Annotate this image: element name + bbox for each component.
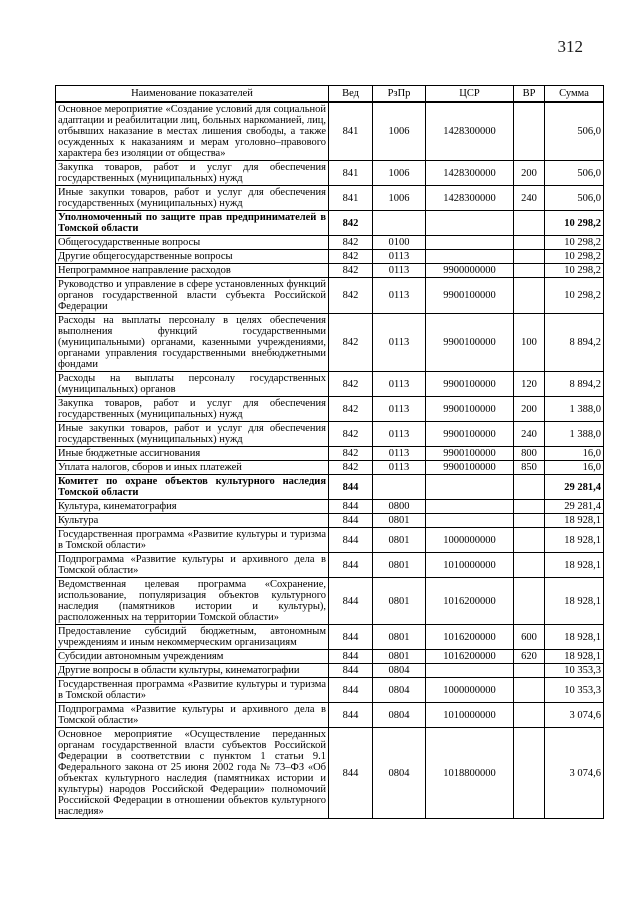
cell-ved: 844 <box>329 514 373 528</box>
cell-name: Общегосударственные вопросы <box>56 236 329 250</box>
table-row <box>56 102 604 161</box>
page-number: 312 <box>557 37 583 56</box>
table-row <box>56 650 604 664</box>
cell-vr: 600 <box>514 625 545 650</box>
cell-summa: 10 353,3 <box>545 678 604 703</box>
cell-rzpr: 0801 <box>373 625 426 650</box>
cell-csr <box>426 514 514 528</box>
cell-name: Уплата налогов, сборов и иных платежей <box>56 461 329 475</box>
cell-csr <box>426 250 514 264</box>
table-row <box>56 211 604 236</box>
cell-ved: 842 <box>329 250 373 264</box>
cell-csr: 1000000000 <box>426 528 514 553</box>
cell-vr: 240 <box>514 422 545 447</box>
cell-summa: 10 298,2 <box>545 264 604 278</box>
cell-summa: 29 281,4 <box>545 475 604 500</box>
cell-vr <box>514 250 545 264</box>
cell-ved: 842 <box>329 264 373 278</box>
cell-summa: 16,0 <box>545 447 604 461</box>
cell-rzpr: 0113 <box>373 264 426 278</box>
cell-rzpr: 0801 <box>373 553 426 578</box>
cell-ved: 842 <box>329 461 373 475</box>
cell-csr: 1428300000 <box>426 186 514 211</box>
cell-rzpr <box>373 475 426 500</box>
cell-vr: 240 <box>514 186 545 211</box>
table-row <box>56 514 604 528</box>
cell-summa: 29 281,4 <box>545 500 604 514</box>
table-row <box>56 678 604 703</box>
cell-ved: 842 <box>329 211 373 236</box>
cell-vr <box>514 578 545 625</box>
cell-csr: 1428300000 <box>426 161 514 186</box>
cell-vr <box>514 102 545 161</box>
cell-ved: 844 <box>329 553 373 578</box>
col-header-rzpr: РзПр <box>373 86 426 103</box>
cell-ved: 842 <box>329 236 373 250</box>
cell-name: Государственная программа «Развитие культуры и туризма в Томской области» <box>56 528 329 553</box>
cell-csr: 9900100000 <box>426 314 514 372</box>
cell-vr: 850 <box>514 461 545 475</box>
cell-rzpr: 0800 <box>373 500 426 514</box>
cell-name: Другие общегосударственные вопросы <box>56 250 329 264</box>
cell-csr: 9900100000 <box>426 447 514 461</box>
cell-rzpr: 0804 <box>373 678 426 703</box>
budget-table <box>55 85 604 819</box>
table-row <box>56 625 604 650</box>
cell-name: Иные бюджетные ассигнования <box>56 447 329 461</box>
cell-summa: 8 894,2 <box>545 372 604 397</box>
cell-vr <box>514 500 545 514</box>
cell-ved: 842 <box>329 278 373 314</box>
cell-summa: 10 353,3 <box>545 664 604 678</box>
cell-summa: 10 298,2 <box>545 211 604 236</box>
cell-name: Основное мероприятие «Создание условий для социальной адаптации и реабилитации лиц, больных наркоманией, лиц, отбывших наказание в местах лишения свободы, а также осужденных к наказаниям и мерам уголовно–правового характера без изоляции от общества» <box>56 102 329 161</box>
cell-ved: 844 <box>329 528 373 553</box>
cell-csr <box>426 475 514 500</box>
cell-rzpr: 0113 <box>373 372 426 397</box>
table-row <box>56 664 604 678</box>
cell-summa: 18 928,1 <box>545 578 604 625</box>
cell-rzpr: 0113 <box>373 250 426 264</box>
cell-ved: 844 <box>329 664 373 678</box>
cell-rzpr: 1006 <box>373 102 426 161</box>
cell-csr <box>426 664 514 678</box>
cell-vr <box>514 528 545 553</box>
cell-ved: 842 <box>329 397 373 422</box>
cell-ved: 844 <box>329 500 373 514</box>
cell-rzpr: 0804 <box>373 728 426 819</box>
cell-ved: 844 <box>329 703 373 728</box>
cell-summa: 18 928,1 <box>545 514 604 528</box>
cell-name: Ведомственная целевая программа «Сохранение, использование, популяризация объектов культурного наследия (памятников истории и культуры), расположенных на территории Томской области» <box>56 578 329 625</box>
table-row <box>56 422 604 447</box>
cell-rzpr <box>373 211 426 236</box>
cell-csr: 1018800000 <box>426 728 514 819</box>
cell-csr: 9900100000 <box>426 422 514 447</box>
table-row <box>56 397 604 422</box>
cell-csr <box>426 500 514 514</box>
cell-csr: 9900100000 <box>426 461 514 475</box>
table-row <box>56 186 604 211</box>
cell-rzpr: 1006 <box>373 161 426 186</box>
cell-csr: 1010000000 <box>426 703 514 728</box>
cell-csr: 9900100000 <box>426 278 514 314</box>
cell-summa: 10 298,2 <box>545 236 604 250</box>
col-header-csr: ЦСР <box>426 86 514 103</box>
cell-rzpr: 0804 <box>373 703 426 728</box>
cell-csr: 9900100000 <box>426 397 514 422</box>
cell-vr <box>514 728 545 819</box>
table-row <box>56 461 604 475</box>
table-row <box>56 728 604 819</box>
table-row <box>56 528 604 553</box>
cell-ved: 842 <box>329 372 373 397</box>
cell-csr <box>426 236 514 250</box>
table-row <box>56 553 604 578</box>
cell-ved: 841 <box>329 102 373 161</box>
cell-summa: 10 298,2 <box>545 278 604 314</box>
cell-vr: 200 <box>514 397 545 422</box>
cell-name: Субсидии автономным учреждениям <box>56 650 329 664</box>
cell-csr: 1016200000 <box>426 578 514 625</box>
table-row <box>56 475 604 500</box>
cell-vr: 620 <box>514 650 545 664</box>
cell-ved: 842 <box>329 422 373 447</box>
cell-name: Комитет по охране объектов культурного наследия Томской области <box>56 475 329 500</box>
cell-summa: 18 928,1 <box>545 625 604 650</box>
col-header-summa: Сумма <box>545 86 604 103</box>
table-row <box>56 314 604 372</box>
cell-vr <box>514 553 545 578</box>
table-header-row <box>56 86 604 103</box>
cell-summa: 18 928,1 <box>545 528 604 553</box>
table-row <box>56 264 604 278</box>
cell-name: Государственная программа «Развитие культуры и туризма в Томской области» <box>56 678 329 703</box>
cell-summa: 506,0 <box>545 186 604 211</box>
cell-vr <box>514 475 545 500</box>
table-row <box>56 250 604 264</box>
cell-summa: 1 388,0 <box>545 397 604 422</box>
cell-name: Иные закупки товаров, работ и услуг для обеспечения государственных (муниципальных) нужд <box>56 422 329 447</box>
cell-vr <box>514 703 545 728</box>
cell-csr: 1016200000 <box>426 625 514 650</box>
table-row <box>56 372 604 397</box>
cell-rzpr: 0113 <box>373 314 426 372</box>
cell-csr: 1428300000 <box>426 102 514 161</box>
cell-name: Иные закупки товаров, работ и услуг для обеспечения государственных (муниципальных) нужд <box>56 186 329 211</box>
table-row <box>56 161 604 186</box>
cell-vr <box>514 678 545 703</box>
cell-ved: 841 <box>329 161 373 186</box>
cell-csr: 1016200000 <box>426 650 514 664</box>
cell-summa: 3 074,6 <box>545 728 604 819</box>
cell-rzpr: 0113 <box>373 447 426 461</box>
col-header-ved: Вед <box>329 86 373 103</box>
cell-name: Подпрограмма «Развитие культуры и архивного дела в Томской области» <box>56 703 329 728</box>
cell-csr <box>426 211 514 236</box>
cell-rzpr: 1006 <box>373 186 426 211</box>
cell-csr: 1000000000 <box>426 678 514 703</box>
cell-vr <box>514 514 545 528</box>
cell-csr: 9900000000 <box>426 264 514 278</box>
cell-vr: 120 <box>514 372 545 397</box>
cell-name: Руководство и управление в сфере установленных функций органов государственной власти субъекта Российской Федерации <box>56 278 329 314</box>
cell-summa: 506,0 <box>545 161 604 186</box>
cell-summa: 506,0 <box>545 102 604 161</box>
cell-name: Расходы на выплаты персоналу государственных (муниципальных) органов <box>56 372 329 397</box>
table-row <box>56 278 604 314</box>
cell-vr: 100 <box>514 314 545 372</box>
cell-summa: 16,0 <box>545 461 604 475</box>
cell-rzpr: 0113 <box>373 461 426 475</box>
cell-rzpr: 0801 <box>373 514 426 528</box>
cell-name: Подпрограмма «Развитие культуры и архивного дела в Томской области» <box>56 553 329 578</box>
table-row <box>56 500 604 514</box>
cell-name: Непрограммное направление расходов <box>56 264 329 278</box>
table-row <box>56 703 604 728</box>
cell-vr <box>514 264 545 278</box>
cell-rzpr: 0801 <box>373 650 426 664</box>
cell-ved: 844 <box>329 625 373 650</box>
cell-ved: 842 <box>329 447 373 461</box>
table-row <box>56 578 604 625</box>
cell-ved: 844 <box>329 678 373 703</box>
cell-name: Основное мероприятие «Осуществление переданных органам государственной власти субъектов Российской Федерации в соответствии с пунктом 1 статьи 9.1 Федерального закона от 25 июня 2002 года № 73–ФЗ «Об объектах культурного наследия (памятниках истории и культуры) народов Российской Федерации» полномочий Российской Федерации в отношении объектов культурного наследия» <box>56 728 329 819</box>
cell-summa: 18 928,1 <box>545 650 604 664</box>
cell-ved: 844 <box>329 475 373 500</box>
cell-ved: 844 <box>329 728 373 819</box>
cell-rzpr: 0113 <box>373 422 426 447</box>
cell-vr <box>514 211 545 236</box>
table-body <box>56 102 604 819</box>
cell-summa: 18 928,1 <box>545 553 604 578</box>
cell-name: Закупка товаров, работ и услуг для обеспечения государственных (муниципальных) нужд <box>56 397 329 422</box>
cell-name: Расходы на выплаты персоналу в целях обеспечения выполнения функций государственными (муниципальными) органами, казенными учреждениями, органами управления государственными внебюджетными фондами <box>56 314 329 372</box>
cell-vr <box>514 236 545 250</box>
table-row <box>56 236 604 250</box>
cell-name: Культура <box>56 514 329 528</box>
cell-name: Уполномоченный по защите прав предпринимателей в Томской области <box>56 211 329 236</box>
cell-summa: 3 074,6 <box>545 703 604 728</box>
table-row <box>56 447 604 461</box>
cell-name: Культура, кинематография <box>56 500 329 514</box>
cell-rzpr: 0804 <box>373 664 426 678</box>
cell-ved: 844 <box>329 650 373 664</box>
cell-ved: 842 <box>329 314 373 372</box>
cell-rzpr: 0100 <box>373 236 426 250</box>
col-header-vr: ВР <box>514 86 545 103</box>
cell-vr: 200 <box>514 161 545 186</box>
cell-ved: 841 <box>329 186 373 211</box>
cell-vr <box>514 278 545 314</box>
cell-rzpr: 0801 <box>373 578 426 625</box>
cell-summa: 10 298,2 <box>545 250 604 264</box>
cell-rzpr: 0801 <box>373 528 426 553</box>
cell-name: Предоставление субсидий бюджетным, автономным учреждениям и иным некоммерческим организациям <box>56 625 329 650</box>
cell-csr: 9900100000 <box>426 372 514 397</box>
cell-name: Закупка товаров, работ и услуг для обеспечения государственных (муниципальных) нужд <box>56 161 329 186</box>
cell-summa: 8 894,2 <box>545 314 604 372</box>
cell-rzpr: 0113 <box>373 397 426 422</box>
cell-summa: 1 388,0 <box>545 422 604 447</box>
cell-vr <box>514 664 545 678</box>
cell-csr: 1010000000 <box>426 553 514 578</box>
cell-ved: 844 <box>329 578 373 625</box>
col-header-name: Наименование показателей <box>56 86 329 103</box>
cell-name: Другие вопросы в области культуры, кинематографии <box>56 664 329 678</box>
cell-rzpr: 0113 <box>373 278 426 314</box>
cell-vr: 800 <box>514 447 545 461</box>
